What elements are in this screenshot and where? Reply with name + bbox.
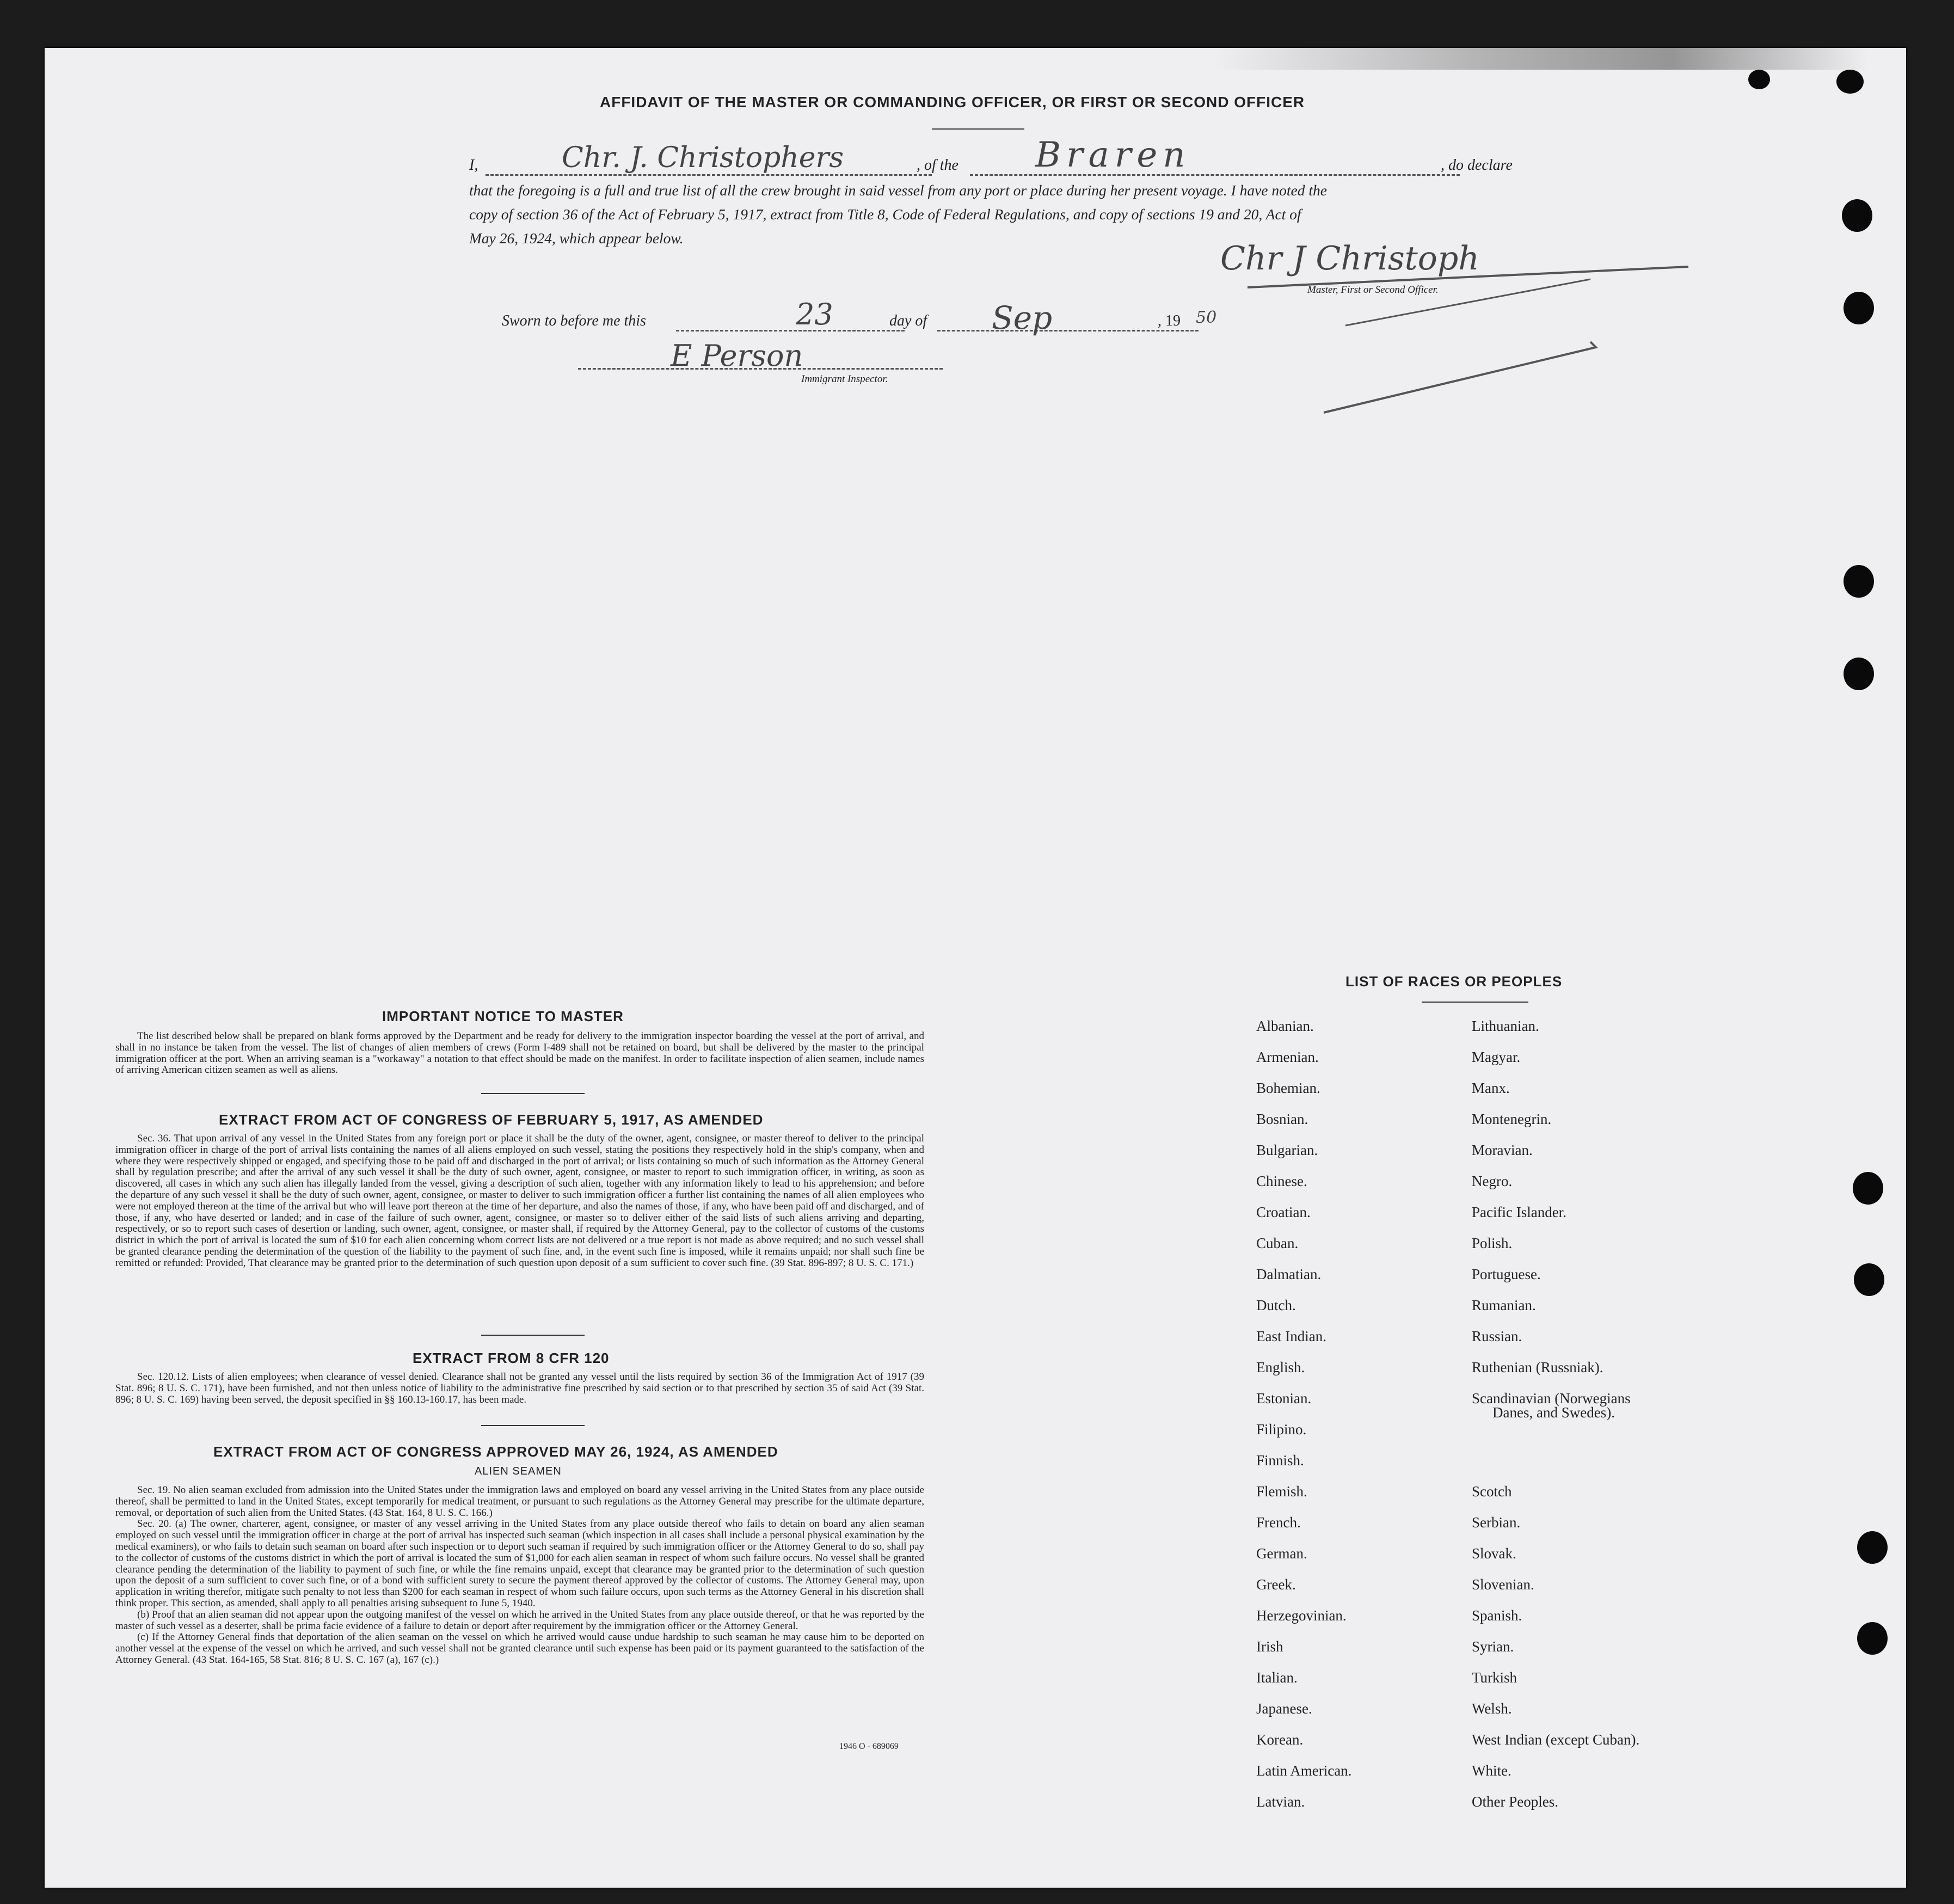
divider xyxy=(481,1335,585,1336)
affidavit-body-line3: May 26, 1924, which appear below. xyxy=(469,230,684,247)
race-item: Ruthenian (Russniak). xyxy=(1472,1359,1603,1375)
notice-title: IMPORTANT NOTICE TO MASTER xyxy=(382,1008,624,1024)
race-item: Slovak. xyxy=(1472,1545,1516,1562)
punch-hole xyxy=(1857,1531,1888,1564)
race-item: White. xyxy=(1472,1762,1511,1779)
extract-1917-title: EXTRACT FROM ACT OF CONGRESS OF FEBRUARY 5, 1917, AS AMENDED xyxy=(219,1111,764,1128)
race-item: Greek. xyxy=(1256,1576,1296,1593)
punch-hole xyxy=(1844,292,1874,324)
race-item: West Indian (except Cuban). xyxy=(1472,1731,1640,1748)
scan-smudge xyxy=(1215,48,1868,70)
affidavit-body-line2: copy of section 36 of the Act of February 5, 1917, extract from Title 8, Code of Federal Regulations, and copy of sections 19 and 20, Act of xyxy=(469,206,1301,223)
extract-1924-title: EXTRACT FROM ACT OF CONGRESS APPROVED MAY 26, 1924, AS AMENDED xyxy=(213,1444,778,1460)
race-item: Bulgarian. xyxy=(1256,1142,1318,1158)
race-item: Other Peoples. xyxy=(1472,1794,1558,1810)
race-item: Cuban. xyxy=(1256,1235,1299,1251)
sec120-paragraph: Sec. 120.12. Lists of alien employees; when clearance of vessel denied. Clearance shall not be granted any vessel until the lists required by section 36 of the Immigration Act of 1917 (39 Stat. 896; 8 U. S. C. 171), have been furnished, and not then unless notice of liability to the administrative fine prescribed by said section or to that prescribed by section 35 of said Act (39 Stat. 896; 8 U. S. C. 169) having been served, the deposit specified in §§ 160.13-160.17, has been made. xyxy=(115,1371,924,1405)
race-item: Flemish. xyxy=(1256,1483,1307,1500)
race-item: Estonian. xyxy=(1256,1390,1312,1406)
sworn-year: 50 xyxy=(1196,308,1217,327)
races-title: LIST OF RACES OR PEOPLES xyxy=(1345,973,1563,990)
race-item: Chinese. xyxy=(1256,1173,1307,1189)
extract-cfr-title: EXTRACT FROM 8 CFR 120 xyxy=(413,1350,610,1366)
notice-text xyxy=(115,1031,924,1076)
sworn-month: Sep xyxy=(992,299,1053,336)
punch-hole xyxy=(1857,1622,1888,1655)
race-item: Bosnian. xyxy=(1256,1111,1308,1127)
name-line xyxy=(486,174,932,176)
race-item: Scandinavian (Norwegians xyxy=(1472,1390,1631,1406)
inspector-caption: Immigrant Inspector. xyxy=(801,373,888,385)
race-item: Turkish xyxy=(1472,1669,1517,1686)
race-item: Filipino. xyxy=(1256,1421,1307,1438)
declare-suffix: , do declare xyxy=(1441,157,1513,174)
race-item: Dutch. xyxy=(1256,1297,1296,1313)
master-caption: Master, First or Second Officer. xyxy=(1307,284,1439,296)
sworn-prefix: Sworn to before me this xyxy=(502,312,646,329)
race-item: Scotch xyxy=(1472,1483,1512,1500)
race-item: Japanese. xyxy=(1256,1700,1312,1717)
race-item: French. xyxy=(1256,1514,1301,1531)
race-item: Spanish. xyxy=(1472,1607,1522,1624)
master-signature: Chr J Christoph xyxy=(1220,239,1479,278)
affidavit-title: AFFIDAVIT OF THE MASTER OR COMMANDING OFFICER, OR FIRST OR SECOND OFFICER xyxy=(600,94,1305,110)
notice-paragraph: The list described below shall be prepared on blank forms approved by the Department and be ready for delivery to the immigration inspector boarding the vessel at the port of arrival, and shall in no instance be taken from the vessel. The list of changes of alien members of crews (Form I-489 shall not be retained on board, but shall be delivered by the master to the principal immigration officer at the port. When an arriving seaman is a "workaway" a notation to that effect should be made on the manifest. In order to facilitate inspection of alien seamen, include names of arriving American citizen seamen as well as aliens. xyxy=(115,1030,924,1076)
extract-cfr-text xyxy=(115,1372,924,1405)
race-item: Danes, and Swedes). xyxy=(1492,1404,1615,1421)
race-item: Herzegovinian. xyxy=(1256,1607,1347,1624)
sec36-paragraph: Sec. 36. That upon arrival of any vessel in the United States from any foreign port or place it shall be the duty of the owner, agent, consignee, or master thereof to deliver to the principal immigration officer in charge of the port of arrival lists containing the names of all aliens employed on such vessel, stating the positions they respectively hold in the ship's company, when and where they were respectively shipped or engaged, and specifying those to be paid off and discharged in the port of arrival; or lists containing so much of such information as the Attorney General shall by regulation prescribe; and after the arrival of any such vessel it shall be the duty of such owner, agent, consignee, or master to report to such immigration officer, in writing, as soon as discovered, all cases in which any such alien has illegally landed from the vessel, giving a description of such alien, together with any information likely to lead to his apprehension; and before the departure of any such vessel it shall be the duty of such owner, agent, consignee, or master to deliver to such immigration officer a further list containing the names of all alien employees who were not employed thereon at the time of the arrival but who will leave port thereon at the time of her departure, and also the names of those, if any, who have been paid off and discharged, and of those, if any, who have deserted or landed; and in case of the failure of such owner, agent, consignee, or master so to deliver either of the said lists of such aliens arriving and departing, respectively, or so to report such cases of desertion or landing, such owner, agent, consignee, or master shall, if required by the Attorney General, pay to the collector of customs of the customs district in which the port of arrival is located the sum of $10 for each alien concerning whom correct lists are not delivered or a true report is not made as above required; and no such vessel shall be granted clearance pending the determination of the question of the liability to the payment of such fine, and, in the event such fine is imposed, while it remains unpaid; nor shall such fine be remitted or refunded: Provided, That clearance may be granted prior to the determination of such question upon deposit of a sum sufficient to cover such fine. (39 Stat. 896-897; 8 U. S. C. 171.) xyxy=(115,1133,924,1269)
punch-hole xyxy=(1844,658,1874,690)
punch-hole xyxy=(1854,1263,1884,1296)
sec20a-paragraph: Sec. 20. (a) The owner, charterer, agent, consignee, or master of any vessel arriving in the United States from any place outside thereof who fails to detain on board any alien seaman employed on such vessel until the immigration officer in charge at the port of arrival has inspected such seaman (which inspection in all cases shall include a personal physical examination by the medical examiners), or who fails to detain such seaman on board after such inspection or to deport such seaman if required by such immigration officer or the Attorney General to do so, shall pay to the collector of customs of the customs district in which the port of arrival is located the sum of $1,000 for each alien seaman in respect of whom such failure occurs. No vessel shall be granted clearance pending the determination of the liability to payment of such fine, or while the fine remains unpaid, except that clearance may be granted prior to the determination of such question upon the deposit of a sum sufficient to cover such fine, or of a bond with sufficient surety to secure the payment thereof approved by the collector of customs. The Attorney General may, upon application in writing therefor, mitigate such penalty to not less than $200 for each seaman in respect of whom such failure occurs, upon such terms as the Attorney General in his discretion shall think proper. This section, as amended, shall apply to all penalties arising subsequent to June 5, 1940. xyxy=(115,1518,924,1609)
race-item: Magyar. xyxy=(1472,1049,1521,1065)
race-item: Lithuanian. xyxy=(1472,1018,1539,1034)
signature-strokes xyxy=(1215,249,1694,423)
divider xyxy=(932,128,1024,130)
punch-hole xyxy=(1853,1172,1883,1205)
race-item: Croatian. xyxy=(1256,1204,1311,1220)
race-item: Finnish. xyxy=(1256,1452,1304,1469)
inspector-signature: E Person xyxy=(671,339,803,373)
race-item: East Indian. xyxy=(1256,1328,1326,1344)
race-item: Montenegrin. xyxy=(1472,1111,1552,1127)
race-item: Rumanian. xyxy=(1472,1297,1536,1313)
punch-hole xyxy=(1748,70,1770,89)
alien-seamen-subtitle: ALIEN SEAMEN xyxy=(475,1465,562,1477)
race-item: Pacific Islander. xyxy=(1472,1204,1566,1220)
document-page xyxy=(45,48,1906,1888)
race-item: Negro. xyxy=(1472,1173,1513,1189)
declare-prefix: I, xyxy=(469,157,478,174)
race-item: Latvian. xyxy=(1256,1794,1305,1810)
race-item: Welsh. xyxy=(1472,1700,1512,1717)
extract-1924-text xyxy=(115,1485,924,1666)
race-item: Albanian. xyxy=(1256,1018,1314,1034)
month-line xyxy=(937,330,1199,331)
race-item: Polish. xyxy=(1472,1235,1513,1251)
divider xyxy=(1422,1002,1528,1003)
sec20b-paragraph: (b) Proof that an alien seaman did not appear upon the outgoing manifest of the vessel on which he arrived in the United States from any place outside thereof, or that he was reported by the master of such vessel as a deserter, shall be prima facie evidence of a failure to detain or deport after requirement by the immigration officer or the Attorney General. xyxy=(115,1608,924,1632)
race-item: Irish xyxy=(1256,1638,1283,1655)
punch-hole xyxy=(1842,199,1872,232)
race-item: Russian. xyxy=(1472,1328,1522,1344)
sworn-day: 23 xyxy=(796,297,833,331)
year-prefix: , 19 xyxy=(1158,312,1181,329)
day-line xyxy=(676,330,905,331)
race-item: Serbian. xyxy=(1472,1514,1521,1531)
race-item: Armenian. xyxy=(1256,1049,1319,1065)
print-code: 1946 O - 689069 xyxy=(839,1742,899,1751)
of-the-label: , of the xyxy=(917,157,958,174)
race-item: Bohemian. xyxy=(1256,1080,1320,1096)
race-item: English. xyxy=(1256,1359,1305,1375)
race-item: Syrian. xyxy=(1472,1638,1514,1655)
sec19-paragraph: Sec. 19. No alien seaman excluded from admission into the United States under the immigration laws and employed on board any vessel arriving in the United States from any place outside thereof, shall be permitted to land in the United States, except temporarily for medical treatment, or pursuant to such regulations as the Attorney General may prescribe for the ultimate departure, removal, or deportation of such alien from the United States. (43 Stat. 164, 8 U. S. C. 166.) xyxy=(115,1484,924,1519)
race-item: Korean. xyxy=(1256,1731,1304,1748)
divider xyxy=(481,1093,585,1094)
punch-hole xyxy=(1844,565,1874,598)
race-item: Moravian. xyxy=(1472,1142,1533,1158)
race-item: Slovenian. xyxy=(1472,1576,1534,1593)
affidavit-body-line1: that the foregoing is a full and true list of all the crew brought in said vessel from any port or place during her present voyage. I have noted the xyxy=(469,182,1327,199)
race-item: Manx. xyxy=(1472,1080,1510,1096)
declarant-name: Chr. J. Christophers xyxy=(562,142,844,174)
race-item: Dalmatian. xyxy=(1256,1266,1322,1282)
race-item: Latin American. xyxy=(1256,1762,1352,1779)
race-item: Portuguese. xyxy=(1472,1266,1541,1282)
vessel-name: Braren xyxy=(1035,135,1191,175)
day-of-label: day of xyxy=(889,312,927,329)
race-item: Italian. xyxy=(1256,1669,1298,1686)
race-item: German. xyxy=(1256,1545,1307,1562)
extract-1917-text xyxy=(115,1133,924,1269)
punch-hole xyxy=(1836,70,1864,94)
divider xyxy=(481,1425,585,1426)
sec20c-paragraph: (c) If the Attorney General finds that deportation of the alien seaman on the vessel on which he arrived would cause undue hardship to such seaman he may cause him to be deported on another vessel at the expense of the vessel on which he arrived, and such vessel shall not be granted clearance until such expense has been paid or its payment guaranteed to the satisfaction of the Attorney General. (43 Stat. 164-165, 58 Stat. 816; 8 U. S. C. 167 (a), 167 (c).) xyxy=(115,1631,924,1666)
